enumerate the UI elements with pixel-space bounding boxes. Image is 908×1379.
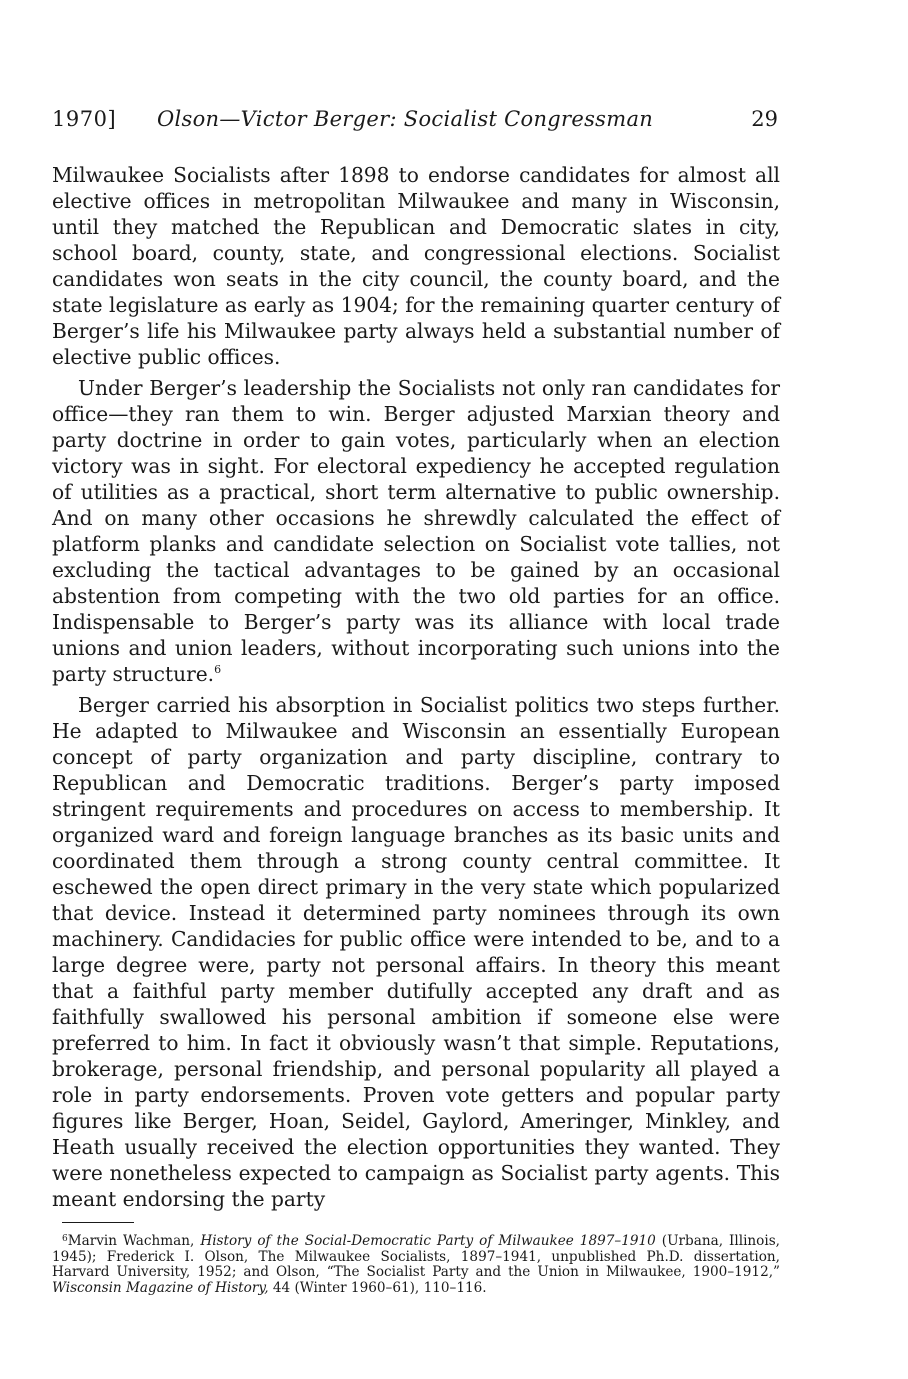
body-text bbox=[52, 162, 780, 1212]
running-head bbox=[52, 104, 780, 134]
footnote-journal-title: Wisconsin Magazine of History, bbox=[52, 1279, 269, 1296]
paragraph-2 bbox=[52, 375, 780, 687]
running-head-year: 1970] bbox=[52, 107, 117, 131]
footnote-reference: 6 bbox=[214, 663, 222, 676]
footnote-author: Marvin Wachman, bbox=[67, 1233, 201, 1249]
page-number: 29 bbox=[751, 107, 778, 131]
paragraph-3-text: Berger carried his absorption in Socialist politics two steps further. He adapted to Milwaukee and Wisconsin an essentially European concept of party organization and party discipline, contrary to Republican and Democratic traditions. Berger’s party imposed stringent requirements and procedures on access to membership. It organized ward and foreign language branches as its basic units and coordinated them through a strong county central committee. It eschewed the open direct primary in the very state which popularized that device. Instead it determined party nominees through its own machinery. Candidacies for public office were intended to be, and to a large degree were, party not personal affairs. In theory this meant that a faithful party member dutifully accepted any draft and as faithfully swallowed his personal ambition if someone else were preferred to him. In fact it obviously wasn’t that simple. Reputations, brokerage, personal friendship, and personal popularity all played a role in party endorsements. Proven vote getters and popular party figures like Berger, Hoan, Seidel, Gaylord, Ameringer, Minkley, and Heath usually received the election opportunities they wanted. They were nonetheless expected to campaign as Socialist party agents. This meant endorsing the party bbox=[52, 693, 780, 1211]
footnote-divider bbox=[62, 1222, 134, 1223]
footnote-6 bbox=[52, 1234, 780, 1296]
paragraph-3 bbox=[52, 692, 780, 1212]
paragraph-1-text: Milwaukee Socialists after 1898 to endorse candidates for almost all elective offices in metropolitan Milwaukee and many in Wisconsin, until they matched the Republican and Democratic slates in city, school board, county, state, and congressional elections. Socialist candidates won seats in the city council, the county board, and the state legislature as early as 1904; for the remaining quarter century of Berger’s life his Milwaukee party always held a substantial number of elective public offices. bbox=[52, 163, 780, 369]
footnotes bbox=[52, 1234, 780, 1296]
paragraph-1 bbox=[52, 162, 780, 370]
running-head-title: Olson—Victor Berger: Socialist Congressman bbox=[157, 107, 654, 131]
footnote-citation-end: 44 (Winter 1960–61), 110–116. bbox=[268, 1279, 487, 1296]
footnote-mark: 6 bbox=[62, 1234, 68, 1244]
footnote-book-title: History of the Social-Democratic Party of Milwaukee 1897–1910 bbox=[200, 1233, 656, 1249]
page bbox=[52, 104, 780, 1296]
footnote-sources: (Urbana, Illinois, 1945); Frederick I. Olson, The Milwaukee Socialists, 1897–1941, unpublished Ph.D. dissertation, Harvard University, 1952; and Olson, “The Socialist Party and the Union in Milwaukee, 1900–1912,” bbox=[52, 1233, 781, 1280]
paragraph-2-text: Under Berger’s leadership the Socialists not only ran candidates for office—they ran them to win. Berger adjusted Marxian theory and party doctrine in order to gain votes, particularly when an election victory was in sight. For electoral expediency he accepted regulation of utilities as a practical, short term alternative to public ownership. And on many other occasions he shrewdly calculated the effect of platform planks and candidate selection on Socialist vote tallies, not excluding the tactical advantages to be gained by an occasional abstention from competing with the two old parties for an office. Indispensable to Berger’s party was its alliance with local trade unions and union leaders, without incorporating such unions into the party structure. bbox=[52, 376, 780, 686]
